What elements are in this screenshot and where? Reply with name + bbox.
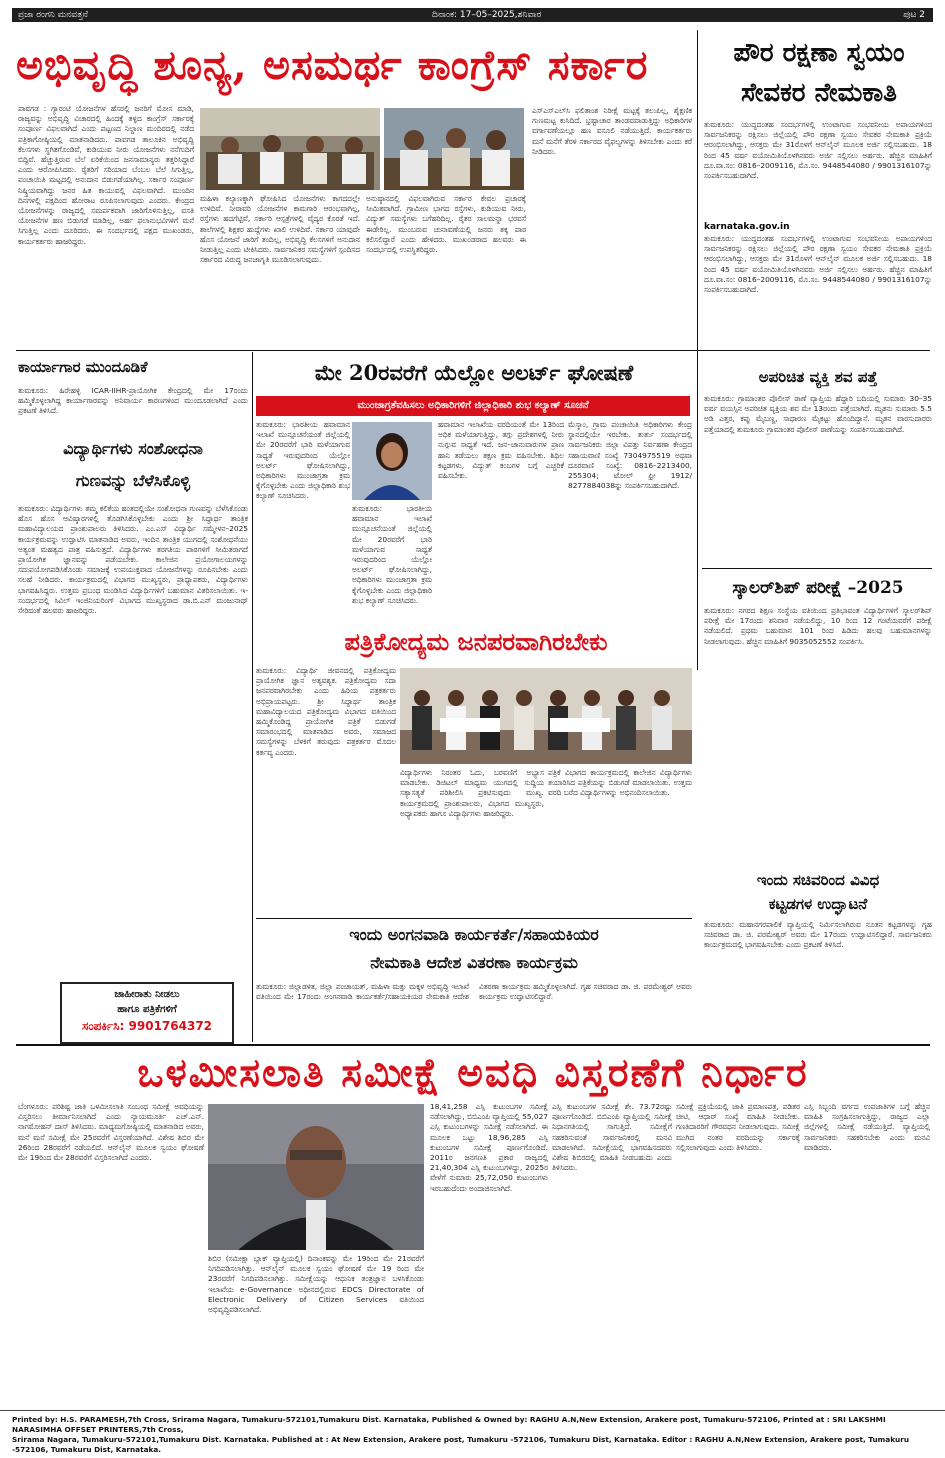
bottom-article-col3: 18,41,258 ಎಸ್ಸಿ ಕುಟುಂಬಗಳ ಸಮೀಕ್ಷೆ ನಡೆಸಲಾಗಿದ್ದು, ಬಿಬಿಎಂಪಿ ವ್ಯಾಪ್ತಿಯಲ್ಲಿ 55,027 ಎಸ್ಸಿ ಕುಟುಂಬಗಳನ್ನು ಸಮೀಕ್ಷೆ ನಡೆಸಲಾಗಿದೆ. ಈ ಮೂಲಕ ಒಟ್ಟು 18,96,285 ಎಸ್ಸಿ ಕುಟುಂಬಗಳ ಸಮೀಕ್ಷೆ ಪೂರ್ಣಗೊಂಡಿದೆ. 2011ರ ಜನಗಣತಿ ಪ್ರಕಾರ ರಾಜ್ಯದಲ್ಲಿ 21,40,304 ಎಸ್ಸಿ ಕುಟುಂಬಗಳಿದ್ದು, 2025ರ ವೇಳೆಗೆ ಸುಮಾರು 25,72,050 ಕುಟುಂಬಗಳು ಇರಬಹುದೆಂದು ಅಂದಾಜಿಸಲಾಗಿದೆ. xyxy=(430,1102,548,1193)
issue-date: ದಿನಾಂಕ: 17–05–2025,ಶನಿವಾರ xyxy=(432,10,542,20)
paper-name: ಪ್ರಜಾ ರಂಗನಿ ಮನವತ್ತನೆ xyxy=(18,10,88,20)
main-headline: ಅಭಿವೃದ್ಧಿ ಶೂನ್ಯ, ಅಸಮರ್ಥ ಕಾಂಗ್ರೆಸ್ ಸರ್ಕಾರ xyxy=(16,41,649,89)
bottom-article-col4: ಎಸ್ಸಿ ಕುಟುಂಬಗಳ ಸಮೀಕ್ಷೆ ಶೇ. 73.72ರಷ್ಟು ಪೂರ್ಣಗೊಂಡಿದೆ. ಬಿಬಿಎಂಪಿ ವ್ಯಾಪ್ತಿಯಲ್ಲಿ ಸಮೀಕ್ಷೆ ನಿಧಾನಗತಿಯಲ್ಲಿ ಸಾಗುತ್ತಿದೆ. ಸಮೀಕ್ಷೆಗೆ ಸಹಕರಿಸುವಂತೆ ಸಾರ್ವಜನಿಕರಲ್ಲಿ ಮನವಿ ಮಾಡಲಾಗಿದೆ. ಸಮೀಕ್ಷೆಯಲ್ಲಿ ಭಾಗವಹಿಸದವರು ವಿಶೇಷ ಶಿಬಿರದಲ್ಲಿ ಮಾಹಿತಿ ನೀಡಬಹುದು ಎಂದು ತಿಳಿಸಿದರು. xyxy=(552,1102,672,1173)
section-rule xyxy=(702,568,932,569)
alert-body-col1b: ತುಮಕೂರು: ಭಾರತೀಯ ಹವಾಮಾನ ಇಲಾಖೆ ಮುನ್ಸೂಚನೆಯಂತೆ ಜಿಲ್ಲೆಯಲ್ಲಿ ಮೇ 20ರವರೆಗೆ ಭಾರಿ ಮಳೆಯಾಗುವ ಸಾಧ್ಯತೆ ಇರುವುದರಿಂದ ಯೆಲ್ಲೋ ಅಲರ್ಟ್ ಘೋಷಿಸಲಾಗಿದ್ದು, ಅಧಿಕಾರಿಗಳು ಮುಂಜಾಗ್ರತಾ ಕ್ರಮ ಕೈಗೊಳ್ಳಬೇಕು ಎಂದು ಜಿಲ್ಲಾಧಿಕಾರಿ ಶುಭ ಕಲ್ಯಾಣ್ ಸೂಚಿಸಿದರು. xyxy=(352,504,432,605)
minister-headline-2: ಕಟ್ಟಡಗಳ ಉದ್ಘಾಟನೆ xyxy=(768,895,868,913)
bottom-article-col5: ಸಮೀಕ್ಷೆ ಪ್ರಕ್ರಿಯೆಯಲ್ಲಿ ಜಾತಿ ಪ್ರಮಾಣಪತ್ರ, ಪಡಿತರ ಚೀಟಿ, ಆಧಾರ್ ಸಂಖ್ಯೆ ಮಾಹಿತಿ ನೀಡಬೇಕು. ಗಣತಿದಾರರಿಗೆ ಗೌರವಧನ ನೀಡಲಾಗುವುದು. ಸಮೀಕ್ಷೆ ಮುಗಿದ ನಂತರ ವರದಿಯನ್ನು ಸರ್ಕಾರಕ್ಕೆ ಸಲ್ಲಿಸಲಾಗುವುದು ಎಂದು ತಿಳಿಸಿದರು. xyxy=(676,1102,800,1152)
anganwadi-body: ತುಮಕೂರು: ಜಿಲ್ಲಾಡಳಿತ, ಜಿಲ್ಲಾ ಪಂಚಾಯತ್, ಮಹಿಳಾ ಮತ್ತು ಮಕ್ಕಳ ಅಭಿವೃದ್ಧಿ ಇಲಾಖೆ ವತಿಯಿಂದ ಮೇ 17ರಂದು ಅಂಗನವಾಡಿ ಕಾರ್ಯಕರ್ತೆ/ಸಹಾಯಕಿಯರ ನೇಮಕಾತಿ ಆದೇಶ ವಿತರಣಾ ಕಾರ್ಯಕ್ರಮ ಹಮ್ಮಿಕೊಳ್ಳಲಾಗಿದೆ. ಗೃಹ ಸಚಿವರಾದ ಡಾ. ಜಿ. ಪರಮೇಶ್ವರ್ ಅವರು ಕಾರ್ಯಕ್ರಮ ಉದ್ಘಾಟಿಸಲಿದ್ದಾರೆ. xyxy=(256,982,692,1002)
journalism-body-col3: ಪತ್ರಿಕೆ ವಿಭಾಗದ ಕಾರ್ಯಕ್ರಮದಲ್ಲಿ ಕಾಲೇಜಿನ ವಿದ್ಯಾರ್ಥಿಗಳು ತಯಾರಿಸಿದ ಪತ್ರಿಕೆಯನ್ನು ಬಿಡುಗಡೆ ಮಾಡಲಾಯಿತು. ಉತ್ತಮ ವರದಿ ಬರೆದ ವಿದ್ಯಾರ್ಥಿಗಳನ್ನು ಅಭಿನಂದಿಸಲಾಯಿತು. xyxy=(548,768,692,798)
main-article-col1: ಪಾವಗಡ : ಗ್ಯಾರಂಟಿ ಯೋಜನೆಗಳ ಹೆಸರಲ್ಲಿ ಜನರಿಗೆ ಮೋಸ ಮಾಡಿ, ರಾಜ್ಯವನ್ನು ಅಭಿವೃದ್ಧಿ ವಿಚಾರದಲ್ಲಿ ಹಿಂದಕ್ಕೆ ತಳ್ಳಿದ ಕಾಂಗ್ರೆಸ್ ಸರ್ಕಾರಕ್ಕೆ ಸಂಪೂರ್ಣ ವಿಫಲವಾಗಿದೆ ಎಂದು ಪಟ್ಟಣದ ನಿಲ್ದಾಣ ಮಂದಿರದಲ್ಲಿ ನಡೆದ ಪತ್ರಿಕಾಗೋಷ್ಠಿಯಲ್ಲಿ ಮಾತನಾಡಿದರು. ಪಾವಗಡ ತಾಲೂಕಿನ ಅಭಿವೃದ್ಧಿ ಕೆಲಸಗಳು ಸ್ಥಗಿತಗೊಂಡಿವೆ, ಕುಡಿಯುವ ನೀರು ಯೋಜನೆಗಳು ನನೆಗುದಿಗೆ ಬಿದ್ದಿವೆ. ಹೆಚ್ಚುತ್ತಿರುವ ಬೆಲೆ ಏರಿಕೆಯಿಂದ ಜನಸಾಮಾನ್ಯರು ತತ್ತರಿಸಿದ್ದಾರೆ ಎಂದು ಆರೋಪಿಸಿದರು. ರೈತರಿಗೆ ಸರಿಯಾದ ಬೆಂಬಲ ಬೆಲೆ ಸಿಗುತ್ತಿಲ್ಲ, ಪಂಚಾಯಿತಿ ಮಟ್ಟದಲ್ಲಿ ಅನುದಾನ ಬಿಡುಗಡೆಯಾಗಿಲ್ಲ. ಸರ್ಕಾರ ಸಂಪೂರ್ಣ ನಿಷ್ಕ್ರಿಯವಾಗಿದ್ದು ಜನರ ಹಿತ ಕಾಯುವಲ್ಲಿ ವಿಫಲವಾಗಿದೆ. ಮುಂದಿನ ದಿನಗಳಲ್ಲಿ ಪಕ್ಷದಿಂದ ಹೋರಾಟ ರೂಪಿಸಲಾಗುವುದು ಎಂದರು. ಕೇಂದ್ರದ ಯೋಜನೆಗಳನ್ನು ರಾಜ್ಯದಲ್ಲಿ ಸಮರ್ಪಕವಾಗಿ ಜಾರಿಗೊಳಿಸುತ್ತಿಲ್ಲ, ವಸತಿ ಯೋಜನೆಗಳ ಹಣ ಬಿಡುಗಡೆ ಮಾಡಿಲ್ಲ, ಅರ್ಹ ಫಲಾನುಭವಿಗಳಿಗೆ ಮನೆ ಸಿಗುತ್ತಿಲ್ಲ ಎಂದು ದೂರಿದರು. ಈ ಸಂದರ್ಭದಲ್ಲಿ ಪಕ್ಷದ ಮುಖಂಡರು, ಕಾರ್ಯಕರ್ತರು ಹಾಜರಿದ್ದರು. xyxy=(18,104,194,246)
students-headline-2: ಗುಣವನ್ನು ಬೆಳೆಸಿಕೊಳ್ಳಿ xyxy=(75,471,191,490)
imprint-line-2: Srirama Nagara, Tumakuru-572101,Tumakuru Dist. Karnataka. Published at : At New Extension, Arakere post, Tumakuru -572106, Tumakuru Dist, Karnataka. Editor : RAGHU A.N,New Extension, Arakere post, Tumakuru -572106, Tumakuru Dist, Karnataka. xyxy=(12,1435,910,1454)
section-rule xyxy=(16,350,930,351)
official-photo xyxy=(208,1104,424,1250)
minister-body: ತುಮಕೂರು: ಮಹಾನಗರಪಾಲಿಕೆ ವ್ಯಾಪ್ತಿಯಲ್ಲಿ ನಿರ್ಮಿಸಲಾಗಿರುವ ನೂತನ ಕಟ್ಟಡಗಳನ್ನು ಗೃಹ ಸಚಿವರಾದ ಡಾ. ಜಿ. ಪರಮೇಶ್ವರ್ ಅವರು ಮೇ 17ರಂದು ಉದ್ಘಾಟಿಸಲಿದ್ದಾರೆ. ಸಾರ್ವಜನಿಕರು ಕಾರ್ಯಕ್ರಮದಲ್ಲಿ ಭಾಗವಹಿಸಬೇಕು ಎಂದು ಪ್ರಕಟಣೆ ತಿಳಿಸಿದೆ. xyxy=(704,920,932,950)
main-article-col3: ಅನುಷ್ಠಾನದಲ್ಲಿ ವಿಫಲವಾಗಿರುವ ಸರ್ಕಾರ ಕೇವಲ ಪ್ರಚಾರಕ್ಕೆ ಸೀಮಿತವಾಗಿದೆ. ಗ್ರಾಮೀಣ ಭಾಗದ ರಸ್ತೆಗಳು, ಕುಡಿಯುವ ನೀರು, ವಿದ್ಯುತ್ ಸಮಸ್ಯೆಗಳು ಬಗೆಹರಿದಿಲ್ಲ. ರೈತರ ಸಾಲಮನ್ನಾ ಭರವಸೆ ಈಡೇರಿಲ್ಲ. ಮುಂಬರುವ ಚುನಾವಣೆಯಲ್ಲಿ ಜನರು ತಕ್ಕ ಪಾಠ ಕಲಿಸಲಿದ್ದಾರೆ ಎಂದು ಹೇಳಿದರು. ಮುಖಂಡರಾದ ಹಲವರು ಈ ಸಂದರ್ಭದಲ್ಲಿ ಉಪಸ್ಥಿತರಿದ್ದರು. xyxy=(366,194,526,255)
ad-box[interactable] xyxy=(60,982,234,1044)
collector-photo xyxy=(352,422,432,500)
column-divider xyxy=(252,352,253,1042)
leaders-photo xyxy=(384,108,524,190)
website-link[interactable]: karnataka.gov.in xyxy=(704,222,790,232)
journalism-headline: ಪತ್ರಿಕೋದ್ಯಮ ಜನಪರವಾಗಿರಬೇಕು xyxy=(344,627,608,656)
scholarship-body: ತುಮಕೂರು: ನಗರದ ಶಿಕ್ಷಣ ಸಂಸ್ಥೆಯ ವತಿಯಿಂದ ಪ್ರತಿಭಾವಂತ ವಿದ್ಯಾರ್ಥಿಗಳಿಗೆ ಸ್ಕಾಲರ್‌ಶಿಪ್ ಪರೀಕ್ಷೆ ಮೇ 17ರಂದು ಶನಿವಾರ ನಡೆಯಲಿದ್ದು, 10 ರಿಂದ 12 ಗಂಟೆಯವರೆಗೆ ಪರೀಕ್ಷೆ ನಡೆಯಲಿದೆ. ಪ್ರಥಮ ಬಹುಮಾನ 101 ರಿಂದ ಹಿಡಿದು ಹಲವು ಬಹುಮಾನಗಳನ್ನು ನೀಡಲಾಗುವುದು. ಹೆಚ್ಚಿನ ಮಾಹಿತಿಗೆ 9035052552 ಸಂಪರ್ಕಿಸಿ. xyxy=(704,606,932,646)
yellow-alert-headline: ಮೇ 20ರವರೆಗೆ ಯೆಲ್ಲೋ ಅಲರ್ಟ್ ಘೋಷಣೆ xyxy=(314,360,634,385)
alert-body-col1: ತುಮಕೂರು: ಭಾರತೀಯ ಹವಾಮಾನ ಇಲಾಖೆ ಮುನ್ಸೂಚನೆಯಂತೆ ಜಿಲ್ಲೆಯಲ್ಲಿ ಮೇ 20ರವರೆಗೆ ಭಾರಿ ಮಳೆಯಾಗುವ ಸಾಧ್ಯತೆ ಇರುವುದರಿಂದ ಯೆಲ್ಲೋ ಅಲರ್ಟ್ ಘೋಷಿಸಲಾಗಿದ್ದು, ಅಧಿಕಾರಿಗಳು ಮುಂಜಾಗ್ರತಾ ಕ್ರಮ ಕೈಗೊಳ್ಳಬೇಕು ಎಂದು ಜಿಲ್ಲಾಧಿಕಾರಿ ಶುಭ ಕಲ್ಯಾಣ್ ಸೂಚಿಸಿದರು. xyxy=(256,420,350,501)
main-article-col4: ಎಸ್‌ಎಸ್‌ಎಲ್‌ಸಿ ಫಲಿತಾಂಶ ನಿರೀಕ್ಷೆ ಮಟ್ಟಕ್ಕೆ ತಲುಪಿಲ್ಲ, ಶೈಕ್ಷಣಿಕ ಗುಣಮಟ್ಟ ಕುಸಿದಿದೆ. ಭ್ರಷ್ಟಾಚಾರ ತಾಂಡವವಾಡುತ್ತಿದ್ದು ಅಧಿಕಾರಿಗಳ ವರ್ಗಾವಣೆಯಲ್ಲೂ ಹಣ ವಸೂಲಿ ನಡೆಯುತ್ತಿದೆ. ಕಾರ್ಯಕರ್ತರು ಮನೆ ಮನೆಗೆ ತೆರಳಿ ಸರ್ಕಾರದ ವೈಫಲ್ಯಗಳನ್ನು ತಿಳಿಸಬೇಕು ಎಂದು ಕರೆ ನೀಡಿದರು. xyxy=(532,106,692,156)
scholarship-headline: ಸ್ಕಾಲರ್‌ಶಿಪ್ ಪರೀಕ್ಷೆ –2025 xyxy=(732,578,904,598)
masthead-bar xyxy=(12,8,933,22)
students-headline-1: ವಿದ್ಯಾರ್ಥಿಗಳು ಸಂಶೋಧನಾ xyxy=(63,439,203,458)
bottom-article-col1: ಬೆಂಗಳೂರು: ಪರಿಶಿಷ್ಟ ಜಾತಿ ಒಳಮೀಸಲಾತಿ ಸಂಬಂಧ ಸಮೀಕ್ಷೆ ಅವಧಿಯನ್ನು ವಿಸ್ತರಿಸಲು ತೀರ್ಮಾನಿಸಲಾಗಿದೆ ಎಂದು ನ್ಯಾಯಮೂರ್ತಿ ಎಚ್.ಎನ್. ನಾಗಮೋಹನ್ ದಾಸ್ ತಿಳಿಸಿದರು. ಮಾಧ್ಯಮಗೋಷ್ಠಿಯಲ್ಲಿ ಮಾತನಾಡಿದ ಅವರು, ಮನೆ ಮನೆ ಸಮೀಕ್ಷೆ ಮೇ 25ರವರೆಗೆ ವಿಸ್ತರಣೆಯಾಗಿದೆ. ವಿಶೇಷ ಶಿಬಿರ ಮೇ 26ರಿಂದ 28ರವರೆಗೆ ನಡೆಯಲಿದೆ. ಆನ್‌ಲೈನ್ ಮೂಲಕ ಸ್ವಯಂ ಘೋಷಣೆ ಮೇ 19ರಿಂದ ಮೇ 28ರವರೆಗೆ ವಿಸ್ತರಿಸಲಾಗಿದೆ ಎಂದರು. xyxy=(18,1102,204,1163)
imprint-line-1: Printed by: H.S. PARAMESH,7th Cross, Srirama Nagara, Tumakuru-572101,Tumakuru Dist. Karnataka, Published & Owned by: RAGHU A.N,New Extension, Arakere post, Tumakuru-572106, Printed at : SRI LAKSHMI NARASIMHA OFFSET PRINTERS,7th Cross, xyxy=(12,1415,886,1434)
workshop-headline: ಕಾರ್ಯಾಗಾರ ಮುಂದೂಡಿಕೆ xyxy=(18,358,148,376)
civil-defence-headline-2: ಸೇವಕರ ನೇಮಕಾತಿ xyxy=(741,78,897,108)
ad-line-2: ಹಾಗೂ ಪತ್ರಿಕೆಗಳಿಗೆ xyxy=(117,1004,177,1015)
journalism-body-col1: ತುಮಕೂರು: ವಿದ್ಯಾರ್ಥಿ ಜೀವನದಲ್ಲಿ ಪತ್ರಿಕೋದ್ಯಮ ಪ್ರಾಯೋಗಿಕ ಜ್ಞಾನ ಅತ್ಯವಶ್ಯಕ. ಪತ್ರಿಕೋದ್ಯಮ ಸದಾ ಜನಪರವಾಗಿರಬೇಕು ಎಂದು ಹಿರಿಯ ಪತ್ರಕರ್ತರು ಅಭಿಪ್ರಾಯಪಟ್ಟರು. ಶ್ರೀ ಸಿದ್ಧಾರ್ಥ ತಾಂತ್ರಿಕ ಮಹಾವಿದ್ಯಾಲಯದ ಪತ್ರಿಕೋದ್ಯಮ ವಿಭಾಗದ ವತಿಯಿಂದ ಹಮ್ಮಿಕೊಂಡಿದ್ದ ಪ್ರಾಯೋಗಿಕ ಪತ್ರಿಕೆ ಬಿಡುಗಡೆ ಸಮಾರಂಭದಲ್ಲಿ ಮಾತನಾಡಿದ ಅವರು, ಸಮಾಜದ ಸಮಸ್ಯೆಗಳನ್ನು ಬೆಳಕಿಗೆ ತರುವುದು ಪತ್ರಕರ್ತರ ಮೊದಲ ಕರ್ತವ್ಯ ಎಂದರು. xyxy=(256,666,396,757)
unknown-body-text: ತುಮಕೂರು: ಗ್ರಾಮಾಂತರ ಪೊಲೀಸ್ ಠಾಣೆ ವ್ಯಾಪ್ತಿಯ ಹೆದ್ದಾರಿ ಬದಿಯಲ್ಲಿ ಸುಮಾರು 30–35 ವರ್ಷ ವಯಸ್ಸಿನ ಅಪರಿಚಿತ ವ್ಯಕ್ತಿಯ ಶವ ಮೇ 13ರಂದು ಪತ್ತೆಯಾಗಿದೆ. ಮೃತನು ಸುಮಾರು 5.5 ಅಡಿ ಎತ್ತರ, ಕಪ್ಪು ಮೈಬಣ್ಣ, ಸಾಧಾರಣ ಮೈಕಟ್ಟು ಹೊಂದಿದ್ದಾನೆ. ಮೃತನ ವಾರಸುದಾರರು ಪತ್ತೆಯಾದಲ್ಲಿ ತುಮಕೂರು ಗ್ರಾಮಾಂತರ ಪೊಲೀಸ್ ಠಾಣೆಯನ್ನು ಸಂಪರ್ಕಿಸಬಹುದಾಗಿದೆ. xyxy=(704,394,932,434)
bottom-article-col2: ಶಿಬಿರ (ಸಮೀಕ್ಷಾ ಬ್ಲಾಕ್ ವ್ಯಾಪ್ತಿಯಲ್ಲಿ) ದಿನಾಂಕವನ್ನು ಮೇ 19ರಿಂದ ಮೇ 21ರವರೆಗೆ ನಿಗದಿಪಡಿಸಲಾಗಿತ್ತು. ಆನ್‌ಲೈನ್ ಮೂಲಕ ಸ್ವಯಂ ಘೋಷಣೆ ಮೇ 19 ರಿಂದ ಮೇ 23ರವರೆಗೆ ನಿಗದಿಪಡಿಸಲಾಗಿತ್ತು. ಸಮೀಕ್ಷೆಯನ್ನು ಆಧುನಿಕ ತಂತ್ರಜ್ಞಾನ ಬಳಸಿಕೊಂಡು ಇಲಾಖೆಯ e-Governance ಅಧೀನದಲ್ಲಿರುವ EDCS Directorate of Electronic Delivery of Citizen Services ವತಿಯಿಂದ ಅಭಿವೃದ್ಧಿಪಡಿಸಲಾಗಿದೆ. xyxy=(208,1254,424,1315)
civil-defence-body-cont: ತುಮಕೂರು: ಯುದ್ಧದಂತಹ ಸಂದರ್ಭಗಳಲ್ಲಿ ಉಂಟಾಗುವ ಸಂಭವನೀಯ ಅಪಾಯಗಳಿಂದ ಸಾರ್ವಜನಿಕರನ್ನು ರಕ್ಷಿಸಲು ಜಿಲ್ಲೆಯಲ್ಲಿ ಪೌರ ರಕ್ಷಣಾ ಸ್ವಯಂ ಸೇವಕರ ನೇಮಕಾತಿ ಪ್ರಕ್ರಿಯೆ ಆರಂಭಿಸಲಾಗಿದ್ದು, ಆಸಕ್ತರು ಮೇ 31ರೊಳಗೆ ಆನ್‌ಲೈನ್ ಮೂಲಕ ಅರ್ಜಿ ಸಲ್ಲಿಸಬಹುದು. 18 ರಿಂದ 45 ವರ್ಷ ವಯೋಮಿತಿಯೊಳಗಿನವರು ಅರ್ಜಿ ಸಲ್ಲಿಸಲು ಅರ್ಹರು. ಹೆಚ್ಚಿನ ಮಾಹಿತಿಗೆ ದೂ.ವಾ.ಸಂ: 0816–2009116, ಮೊ.ಸಂ. 9448544080 / 9901316107ನ್ನು ಸಂಪರ್ಕಿಸಬಹುದಾಗಿದೆ. xyxy=(704,234,932,295)
meeting-photo xyxy=(200,108,380,190)
bottom-headline: ಒಳಮೀಸಲಾತಿ ಸಮೀಕ್ಷೆ ಅವಧಿ ವಿಸ್ತರಣೆಗೆ ನಿರ್ಧಾರ xyxy=(137,1050,809,1096)
students-body: ತುಮಕೂರು: ವಿದ್ಯಾರ್ಥಿಗಳು ತಮ್ಮ ಕಲಿಕೆಯ ಹಂತದಲ್ಲಿಯೇ ಸಂಶೋಧನಾ ಗುಣವನ್ನು ಬೆಳೆಸಿಕೊಂಡು ಹೊಸ ಹೊಸ ಆವಿಷ್ಕಾರಗಳಲ್ಲಿ ತೊಡಗಿಸಿಕೊಳ್ಳಬೇಕು ಎಂದು ಶ್ರೀ ಸಿದ್ಧಾರ್ಥ ತಾಂತ್ರಿಕ ಮಹಾವಿದ್ಯಾಲಯದ ಪ್ರಾಂಶುಪಾಲರು ತಿಳಿಸಿದರು. ಎಂ.ಎಸ್ ವಿದ್ಯಾರ್ಥಿ ಸಮ್ಮೇಳನ–2025 ಕಾರ್ಯಕ್ರಮವನ್ನು ಉದ್ಘಾಟಿಸಿ ಮಾತನಾಡಿದ ಅವರು, ಇಂದಿನ ತಾಂತ್ರಿಕ ಯುಗದಲ್ಲಿ ಸಂಶೋಧನೆಯು ಅತ್ಯಂತ ಮಹತ್ವದ ಪಾತ್ರ ವಹಿಸುತ್ತದೆ. ವಿದ್ಯಾರ್ಥಿಗಳು ತರಗತಿಯ ಪಾಠಗಳಿಗೆ ಸೀಮಿತರಾಗದೆ ಪ್ರಾಯೋಗಿಕ ಜ್ಞಾನವನ್ನು ಪಡೆಯಬೇಕು. ಕಾಲೇಜಿನ ಪ್ರಯೋಗಾಲಯಗಳನ್ನು ಸದುಪಯೋಗಪಡಿಸಿಕೊಂಡು ಸಮಾಜಕ್ಕೆ ಉಪಯುಕ್ತವಾದ ಯೋಜನೆಗಳನ್ನು ರೂಪಿಸಬೇಕು ಎಂದು ಸಲಹೆ ನೀಡಿದರು. ಕಾರ್ಯಕ್ರಮದಲ್ಲಿ ವಿಭಾಗದ ಮುಖ್ಯಸ್ಥರು, ಪ್ರಾಧ್ಯಾಪಕರು, ವಿದ್ಯಾರ್ಥಿಗಳು ಭಾಗವಹಿಸಿದ್ದರು. ಉತ್ತಮ ಪ್ರಬಂಧ ಮಂಡಿಸಿದ ವಿದ್ಯಾರ್ಥಿಗಳಿಗೆ ಬಹುಮಾನ ವಿತರಿಸಲಾಯಿತು. ಇ-ಸಂದರ್ಭದಲ್ಲಿ ಸಿವಿಲ್ ಇಂಜಿನಿಯರಿಂಗ್ ವಿಭಾಗದ ಮುಖ್ಯಸ್ಥರಾದ ಡಾ.ಬಿ.ಎನ್ ಮಂಜುನಾಥ್ ಸೇರಿದಂತೆ ಹಲವರು ಹಾಜರಿದ್ದರು. xyxy=(18,504,248,616)
ad-line-1: ಜಾಹೀರಾತು ನೀಡಲು xyxy=(114,989,180,1000)
yellow-alert-subheadline: ಮುಂಜಾಗ್ರತೆವಹಿಸಲು ಅಧಿಕಾರಿಗಳಿಗೆ ಜಿಲ್ಲಾಧಿಕಾರಿ ಶುಭ ಕಲ್ಯಾಣ್ ಸೂಚನೆ xyxy=(256,396,690,416)
civil-defence-body: ತುಮಕೂರು: ಯುದ್ಧದಂತಹ ಸಂದರ್ಭಗಳಲ್ಲಿ ಉಂಟಾಗುವ ಸಂಭವನೀಯ ಅಪಾಯಗಳಿಂದ ಸಾರ್ವಜನಿಕರನ್ನು ರಕ್ಷಿಸಲು ಜಿಲ್ಲೆಯಲ್ಲಿ ಪೌರ ರಕ್ಷಣಾ ಸ್ವಯಂ ಸೇವಕರ ನೇಮಕಾತಿ ಪ್ರಕ್ರಿಯೆ ಆರಂಭಿಸಲಾಗಿದ್ದು, ಆಸಕ್ತರು ಮೇ 31ರೊಳಗೆ ಆನ್‌ಲೈನ್ ಮೂಲಕ ಅರ್ಜಿ ಸಲ್ಲಿಸಬಹುದು. 18 ರಿಂದ 45 ವರ್ಷ ವಯೋಮಿತಿಯೊಳಗಿನವರು ಅರ್ಜಿ ಸಲ್ಲಿಸಲು ಅರ್ಹರು. ಹೆಚ್ಚಿನ ಮಾಹಿತಿಗೆ ದೂ.ವಾ.ಸಂ: 0816–2009116, ಮೊ.ಸಂ. 9448544080 / 9901316107ನ್ನು ಸಂಪರ್ಕಿಸಬಹುದಾಗಿದೆ. xyxy=(704,120,932,181)
imprint-footer xyxy=(0,1410,945,1458)
journalism-body-col2: ವಿದ್ಯಾರ್ಥಿಗಳು ನಿರಂತರ ಓದು, ಬರವಣಿಗೆ ಅಭ್ಯಾಸ ಮಾಡಬೇಕು. ಡಿಜಿಟಲ್ ಮಾಧ್ಯಮ ಯುಗದಲ್ಲಿ ಸುದ್ದಿಯ ಸತ್ಯಾಸತ್ಯತೆ ಪರಿಶೀಲಿಸಿ ಪ್ರಕಟಿಸುವುದು ಮುಖ್ಯ. ಕಾರ್ಯಕ್ರಮದಲ್ಲಿ ಪ್ರಾಂಶುಪಾಲರು, ವಿಭಾಗದ ಮುಖ್ಯಸ್ಥರು, ಅಧ್ಯಾಪಕರು ಹಾಗೂ ವಿದ್ಯಾರ್ಥಿಗಳು ಹಾಜರಿದ್ದರು. xyxy=(400,768,544,818)
minister-headline-1: ಇಂದು ಸಚಿವರಿಂದ ವಿವಿಧ xyxy=(756,871,880,889)
workshop-body: ತುಮಕೂರು: ಹಿರೇಹಳ್ಳಿ ICAR-IIHR-ಪ್ರಾಯೋಗಿಕ ಕೇಂದ್ರದಲ್ಲಿ ಮೇ 17ರಂದು ಹಮ್ಮಿಕೊಳ್ಳಲಾಗಿದ್ದ ಕಾರ್ಯಾಗಾರವನ್ನು ಅನಿವಾರ್ಯ ಕಾರಣಗಳಿಂದ ಮುಂದೂಡಲಾಗಿದೆ ಎಂದು ಪ್ರಕಟಣೆ ತಿಳಿಸಿದೆ. xyxy=(18,386,248,416)
alert-body-col3: ಮೆಸ್ಕಾಂ, ಗ್ರಾಮ ಪಂಚಾಯಿತಿ ಅಧಿಕಾರಿಗಳು ಕೇಂದ್ರ ಸ್ಥಾನದಲ್ಲಿಯೇ ಇರಬೇಕು. ತುರ್ತು ಸಂದರ್ಭದಲ್ಲಿ ಸಾರ್ವಜನಿಕರು ಜಿಲ್ಲಾ ವಿಪತ್ತು ನಿರ್ವಹಣಾ ಕೇಂದ್ರದ ಸಹಾಯವಾಣಿ ಸಂಖ್ಯೆ 7304975519 ಅಥವಾ ದೂರವಾಣಿ ಸಂಖ್ಯೆ: 0816–2213400, 255304; ಟೋಲ್ ಫ್ರೀ 1912/ 8277884038ನ್ನು ಸಂಪರ್ಕಿಸಬಹುದಾಗಿದೆ. xyxy=(568,420,692,491)
unknown-body-headline: ಅಪರಿಚಿತ ವ್ಯಕ್ತಿ ಶವ ಪತ್ತೆ xyxy=(758,368,878,386)
civil-defence-headline-1: ಪೌರ ರಕ್ಷಣಾ ಸ್ವಯಂ xyxy=(733,38,905,68)
section-rule xyxy=(256,918,692,919)
journalism-photo xyxy=(400,668,692,764)
alert-body-col2: ಹವಾಮಾನ ಇಲಾಖೆಯ ವರದಿಯಂತೆ ಮೇ 13ರಿಂದ ಅಧಿಕ ಮಳೆಯಾಗುತ್ತಿದ್ದು, ತಗ್ಗು ಪ್ರದೇಶಗಳಲ್ಲಿ ನೀರು ನುಗ್ಗುವ ಸಾಧ್ಯತೆ ಇದೆ. ಜನ–ಜಾನುವಾರುಗಳ ಪ್ರಾಣ ಹಾನಿ ತಡೆಯಲು ತಕ್ಷಣ ಕ್ರಮ ವಹಿಸಬೇಕು. ಶಿಥಿಲ ಕಟ್ಟಡಗಳು, ವಿದ್ಯುತ್ ಕಂಬಗಳ ಬಗ್ಗೆ ಎಚ್ಚರಿಕೆ ವಹಿಸಬೇಕು. xyxy=(438,420,564,481)
ad-phone[interactable]: 9901764372 xyxy=(128,1019,213,1033)
main-article-col2: ಮಹಿಳಾ ಕಲ್ಯಾಣಕ್ಕಾಗಿ ಘೋಷಿಸಿದ ಯೋಜನೆಗಳು ಕಾಗದದಲ್ಲೇ ಉಳಿದಿವೆ. ನೀರಾವರಿ ಯೋಜನೆಗಳ ಕಾಮಗಾರಿ ಆರಂಭವಾಗಿಲ್ಲ, ರಸ್ತೆಗಳು ಹದಗೆಟ್ಟಿವೆ, ಸರ್ಕಾರಿ ಆಸ್ಪತ್ರೆಗಳಲ್ಲಿ ವೈದ್ಯರ ಕೊರತೆ ಇದೆ. ಶಾಲೆಗಳಲ್ಲಿ ಶಿಕ್ಷಕರ ಹುದ್ದೆಗಳು ಖಾಲಿ ಉಳಿದಿವೆ. ಸರ್ಕಾರ ಯಾವುದೇ ಹೊಸ ಯೋಜನೆ ಜಾರಿಗೆ ತಂದಿಲ್ಲ, ಅಭಿವೃದ್ಧಿ ಕೆಲಸಗಳಿಗೆ ಅನುದಾನ ನೀಡುತ್ತಿಲ್ಲ ಎಂದು ಟೀಕಿಸಿದರು. ಸಾರ್ವಜನಿಕರ ಸಮಸ್ಯೆಗಳಿಗೆ ಸ್ಪಂದಿಸದ ಸರ್ಕಾರದ ವಿರುದ್ಧ ಜನಜಾಗೃತಿ ಮೂಡಿಸಲಾಗುವುದು. xyxy=(200,194,360,265)
page-number: ಪುಟ 2 xyxy=(903,10,925,20)
anganwadi-headline-2: ನೇಮಕಾತಿ ಆದೇಶ ವಿತರಣಾ ಕಾರ್ಯಕ್ರಮ xyxy=(370,953,578,972)
bottom-article-col6: ಎಸ್ಸಿ ಸಿಬ್ಬಂದಿ ವರ್ಗದ ಉಪಜಾತಿಗಳ ಬಗ್ಗೆ ಹೆಚ್ಚಿನ ಮಾಹಿತಿ ಸಂಗ್ರಹಿಸಲಾಗುತ್ತಿದ್ದು, ರಾಜ್ಯದ ಎಲ್ಲಾ ಜಿಲ್ಲೆಗಳಲ್ಲಿ ಸಮೀಕ್ಷೆ ನಡೆಯುತ್ತಿದೆ. ವ್ಯಾಪ್ತಿಯಲ್ಲಿ ಸಾರ್ವಜನಿಕರು ಸಹಕರಿಸಬೇಕು ಎಂದು ಮನವಿ ಮಾಡಿದರು. xyxy=(804,1102,930,1152)
section-rule xyxy=(16,1044,930,1046)
anganwadi-headline-1: ಇಂದು ಅಂಗನವಾಡಿ ಕಾರ್ಯಕರ್ತೆ/ಸಹಾಯಕಿಯರ xyxy=(349,925,599,944)
ad-contact-label: ಸಂಪರ್ಕಿಸಿ: xyxy=(81,1019,125,1033)
